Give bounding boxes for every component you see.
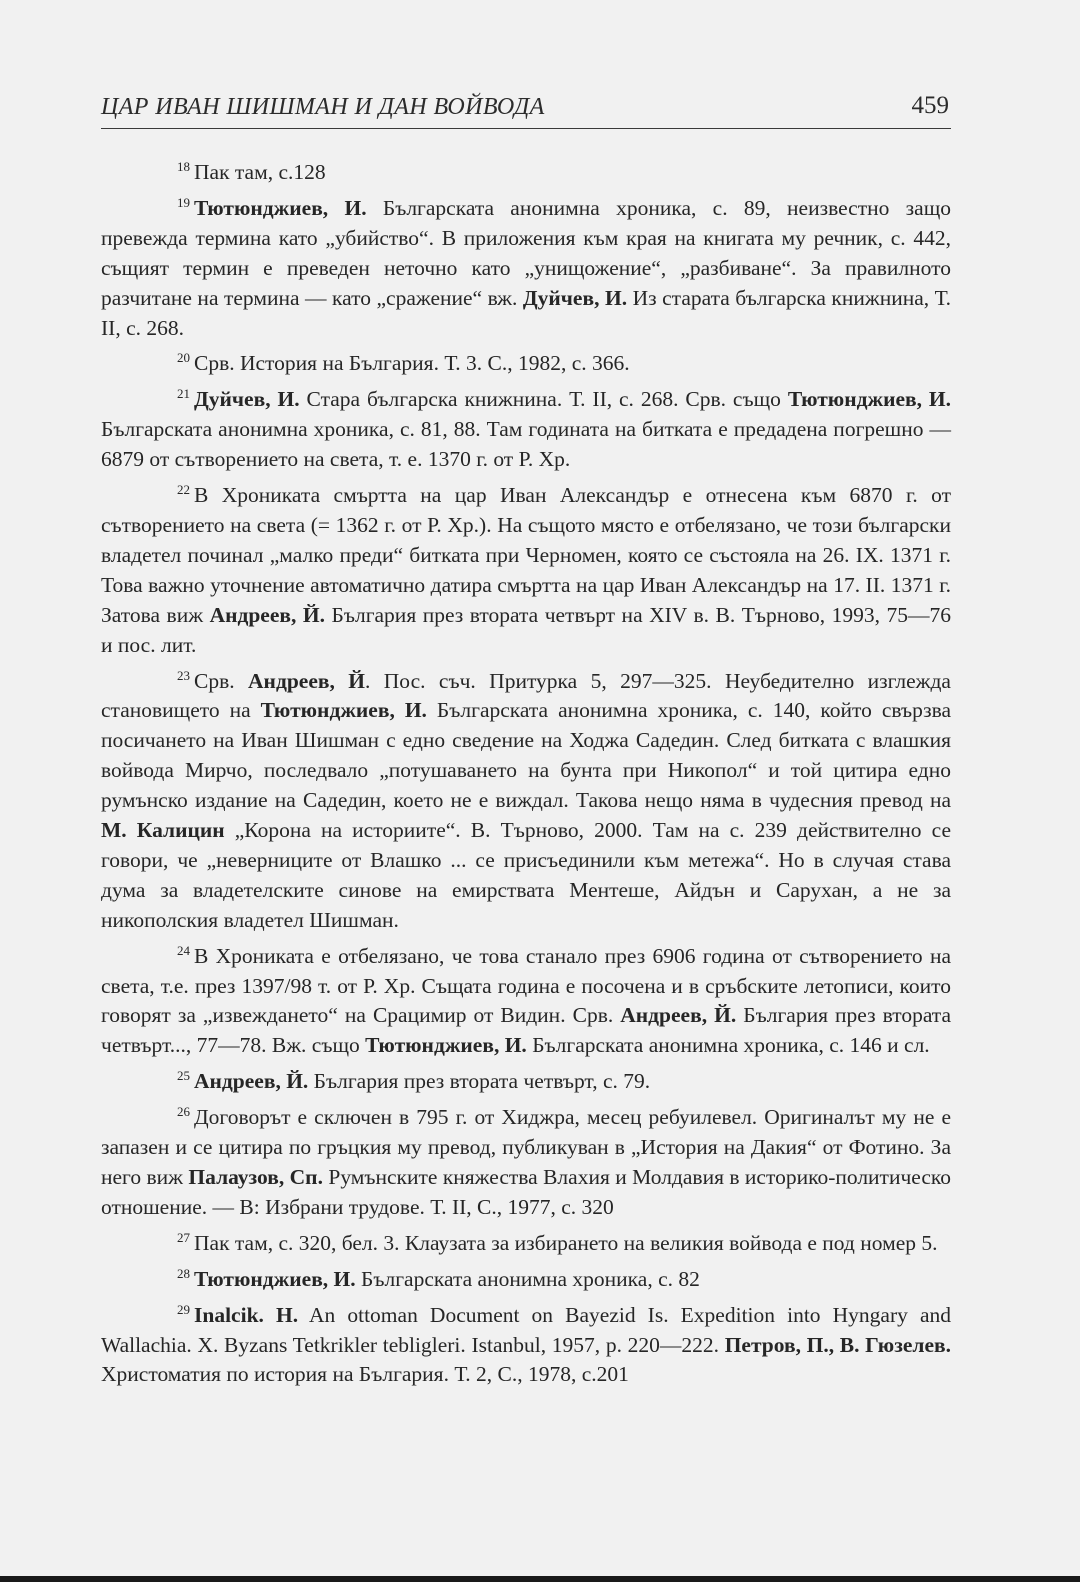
author-name: Тютюнджиев, И. [365,1033,527,1058]
running-title: ЦАР ИВАН ШИШМАН И ДАН ВОЙВОДА [101,94,545,120]
footnote-number: 19 [177,194,190,210]
footnote-text: Стара българска книжнина. Т. II, с. 268. Срв. също [299,387,788,412]
footnote-number: 24 [177,942,190,958]
author-name: Тютюнджиев, И. [260,698,427,723]
author-name: Андреев, Й. [194,1069,309,1094]
footnote-number: 25 [177,1068,190,1084]
footnote-text: Българската анонимна хроника, с. 82 [355,1266,700,1291]
footnote-text: Срв. [194,668,249,693]
author-name: Тютюнджиев, И. [194,195,367,220]
footnote-text: Срв. История на България. Т. 3. С., 1982, с. 366. [194,351,630,376]
author-name: Inalcik. H. [194,1302,299,1327]
footnote [101,188,951,344]
footnote-text: България през втората четвърт, с. 79. [308,1069,651,1094]
author-name: Андреев, Й. [209,602,325,627]
scan-edge [0,1576,1080,1582]
footnote [101,475,951,660]
footnote-text: Румънските княжества Влахия и Молдавия в историко-политическо отношение. — В: Избрани трудове. Т. II, С., 1977, с. 320 [101,1165,951,1219]
footnote-text: . Пос. съч. Притурка 5, 297—325. Неубедително изглежда становището на [101,668,951,723]
footnote-number: 23 [177,667,190,683]
footnote [101,343,951,379]
footnote-text: В Хрониката е отбелязано, че това станало през 6906 година от сътворението на света, т.е. през 1397/98 т. от Р. Хр. Същата година е посочена и в сръбските летописи, които говорят за „извеждането“ на Срацимир от Видин. Срв. [101,943,951,1028]
footnote [101,152,951,188]
footnote-text: An ottoman Document on Bayezid Is. Expedition into Hyngary and Wallachia. X. Byzans Tetkrikler tebligleri. Istanbul, 1957, p. 220—222. [101,1302,951,1357]
footnote-text: Из старата българска книжнина, Т. II, с. 268. [101,285,951,340]
footnote-number: 20 [177,350,190,366]
footnote [101,1097,951,1223]
footnote-number: 18 [177,159,190,174]
author-name: Андреев, Й. [620,1003,737,1028]
footnote-text: България през втората четвърт на XIV в. В. Търново, 1993, 75—76 и пос. лит. [101,602,951,657]
footnotes [101,152,951,1390]
author-name: Дуйчев, И. [194,387,300,412]
author-name: Тютюнджиев, И. [787,387,952,412]
footnote-text: Пак там, с.128 [194,160,326,184]
footnote-number: 22 [177,482,190,498]
footnote-number: 26 [177,1104,190,1120]
page-header [101,92,951,129]
footnote-number: 21 [177,386,190,402]
footnote-text: Българската анонимна хроника, с. 146 и сл. [526,1033,930,1058]
footnote-number: 29 [177,1301,190,1317]
author-name: Тютюнджиев, И. [194,1266,356,1291]
footnote-text: В Хрониката смъртта на цар Иван Александър е отнесена към 6870 г. от сътворението на света (= 1362 г. от Р. Хр.). На същото място е отбелязано, че този български владетел починал „малко преди“ битката при Черномен, която се състояла на 26. IX. 1371 г. Това важно уточнение автоматично датира смъртта на цар Иван Александър на 17. II. 1371 г. Затова виж [101,483,951,627]
footnote [101,1061,951,1097]
author-name: Дуйчев, И. [522,285,628,310]
footnote [101,661,951,936]
footnote [101,379,951,475]
footnote-number: 28 [177,1265,190,1281]
footnote [101,1295,951,1391]
footnote-text: Договорът е сключен в 795 г. от Хиджра, месец ребуилевел. Оригиналът му не е запазен и се цитира по гръцкия му превод, публикуван в „История на Дакия“ от Фотино. За него виж [101,1105,951,1189]
footnote-text: Българската анонимна хроника, с. 81, 88. Там годината на битката е предадена погрешно — 6879 от сътворението на света, т. е. 1370 г. от Р. Хр. [101,417,951,472]
footnote-text: Пак там, с. 320, бел. 3. Клаузата за избирането на великия войвода е под номер 5. [194,1230,938,1255]
author-name: М. Калицин [101,818,225,843]
author-name: Петров, П., В. Гюзелев. [724,1332,951,1357]
footnote-number: 27 [177,1229,190,1245]
footnote-text: Българската анонимна хроника, с. 89, неизвестно защо превежда термина като „убийство“. В приложения към края на книгата му речник, с. 442, същият термин е преведен неточно като „унищожение“, „разбиване“. За правилното разчитане на термина — като „сражение“ вж. [101,195,951,310]
footnote-text: България през втората четвърт..., 77—78. Вж. също [101,1003,952,1058]
footnote-text: Българската анонимна хроника, с. 140, който свързва посичането на Иван Шишман с едно сведение на Ходжа Садедин. След битката с влашкия войвода Мирчо, последвало „потушаването на бунта при Никопол“ и той цитира едно румънско издание на Садедин, което не е виждал. Такова нещо няма в чудесния превод на [101,698,952,813]
footnote [101,936,951,1062]
footnote-text: „Корона на историите“. В. Търново, 2000. Там на с. 239 действително се говори, че „неверниците от Влашко ... се присъединили към метежа“. Но в случая става дума за владетелските синове на емирствата Ментеше, Айдън и Сарухан, а не за никополския владетел Шишман. [101,818,951,932]
footnote [101,1223,951,1259]
footnote [101,1259,951,1295]
page-number: 459 [911,92,949,119]
footnote-text: Христоматия по история на България. Т. 2, С., 1978, с.201 [101,1362,629,1387]
author-name: Палаузов, Сп. [188,1165,323,1189]
author-name: Андреев, Й [248,668,365,693]
